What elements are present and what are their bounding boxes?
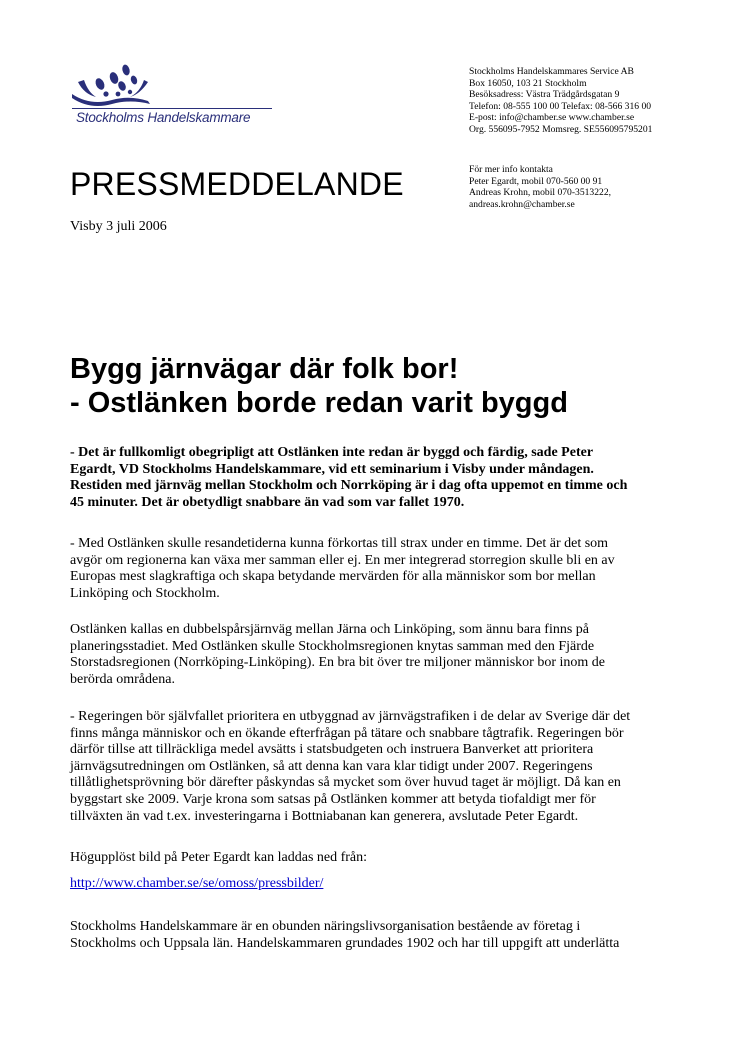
headline bbox=[70, 352, 568, 420]
text-line: tillväxten än vad t.ex. investeringarna i Bottniabanan kan generera, avslutade Peter Egardt. bbox=[70, 808, 579, 824]
contact-line: Andreas Krohn, mobil 070-3513222, bbox=[469, 187, 612, 199]
text-line: avgör om regionerna kan växa mer samman eller ej. En mer integrerad storregion skulle bli en av bbox=[70, 552, 615, 568]
contact-block bbox=[469, 164, 611, 210]
address-line: Telefon: 08-555 100 00 Telefax: 08-566 316 00 bbox=[469, 100, 652, 112]
text-line: Storstadsregionen (Norrköping-Linköping). En bra bit över tre miljoner människor bor inom de bbox=[70, 655, 606, 671]
address-line: Besöksadress: Västra Trädgårdsgatan 9 bbox=[469, 89, 620, 101]
address-line: Box 16050, 103 21 Stockholm bbox=[469, 77, 587, 89]
text-line: finns många människor och en ökande efterfrågan på tätare och snabbare tågtrafik. Regeringen bör bbox=[70, 725, 624, 741]
body-paragraph bbox=[70, 622, 680, 688]
crown-icon bbox=[70, 64, 275, 110]
text-line: 45 minuter. Det är obetydligt snabbare än vad som var fallet 1970. bbox=[70, 494, 465, 510]
press-images-link[interactable]: http://www.chamber.se/se/omoss/pressbilder/ bbox=[70, 876, 324, 891]
text-line: Linköping och Stockholm. bbox=[70, 585, 220, 601]
text-line: därför tillse att tillräckliga medel avsätts i statsbudgeten och instruera Banverket att prioritera bbox=[70, 742, 594, 758]
text-line: järnvägsutredningen om Ostlänken, så att denna kan vara klar tidigt under 2007. Regeringens bbox=[70, 758, 593, 774]
lead-paragraph bbox=[70, 445, 680, 511]
text-line: - Det är fullkomligt obegripligt att Ostlänken inte redan är byggd och färdig, sade Peter bbox=[70, 445, 594, 460]
page-title: PRESSMEDDELANDE bbox=[70, 166, 404, 202]
text-line: Stockholms Handelskammare är en obunden näringslivsorganisation bestående av företag i bbox=[70, 919, 581, 934]
address-block bbox=[469, 66, 652, 136]
address-line: Org. 556095-7952 Momsreg. SE556095795201 bbox=[469, 123, 653, 135]
text-line: Europas mest slagkraftiga och skapa betydande mervärden för alla människor som bor mellan bbox=[70, 569, 596, 585]
text-line: planeringsstadiet. Med Ostlänken skulle Stockholmsregionen knytas samman med den Fjärde bbox=[70, 638, 595, 654]
address-line: Stockholms Handelskammares Service AB bbox=[469, 66, 634, 77]
text-line: Ostlänken kallas en dubbelspårsjärnväg mellan Järna och Linköping, som ännu bara finns på bbox=[70, 622, 590, 637]
text-line: - Regeringen bör självfallet prioritera en utbyggnad av järnvägstrafiken i de delar av Sverige där det bbox=[70, 709, 631, 724]
text-line: Stockholms och Uppsala län. Handelskammaren grundades 1902 och har till uppgift att underlätta bbox=[70, 935, 620, 951]
contact-line: Peter Egardt, mobil 070-560 00 91 bbox=[469, 175, 603, 187]
headline-line: - Ostlänken borde redan varit byggd bbox=[70, 387, 568, 419]
text-line: Egardt, VD Stockholms Handelskammare, vid ett seminarium i Visby under måndagen. bbox=[70, 461, 594, 477]
body-paragraph bbox=[70, 536, 680, 602]
logo bbox=[70, 64, 275, 134]
text-line: berörda områdena. bbox=[70, 671, 175, 687]
text-line: Restiden med järnväg mellan Stockholm och Norrköping är i dag ofta uppemot en timme och bbox=[70, 478, 628, 494]
contact-line: andreas.krohn@chamber.se bbox=[469, 198, 575, 210]
logo-text: Stockholms Handelskammare bbox=[76, 110, 251, 125]
text-line: byggstart ske 2009. Varje krona som satsas på Ostlänken kommer att betyda tiofaldigt mer för bbox=[70, 791, 596, 807]
text-line: tillåtlighetsprövning bör därefter påskyndas så mycket som över huvud taget är möjligt. Då kan en bbox=[70, 775, 621, 791]
body-paragraph bbox=[70, 919, 680, 952]
body-paragraph bbox=[70, 709, 680, 825]
text-line: - Med Ostlänken skulle resandetiderna kunna förkortas till strax under en timme. Det är det som bbox=[70, 536, 609, 551]
contact-line: För mer info kontakta bbox=[469, 164, 553, 175]
dateline: Visby 3 juli 2006 bbox=[70, 219, 167, 234]
address-line: E-post: info@chamber.se www.chamber.se bbox=[469, 112, 635, 124]
headline-line: Bygg järnvägar där folk bor! bbox=[70, 353, 459, 385]
image-download-note: Högupplöst bild på Peter Egardt kan laddas ned från: bbox=[70, 850, 368, 865]
